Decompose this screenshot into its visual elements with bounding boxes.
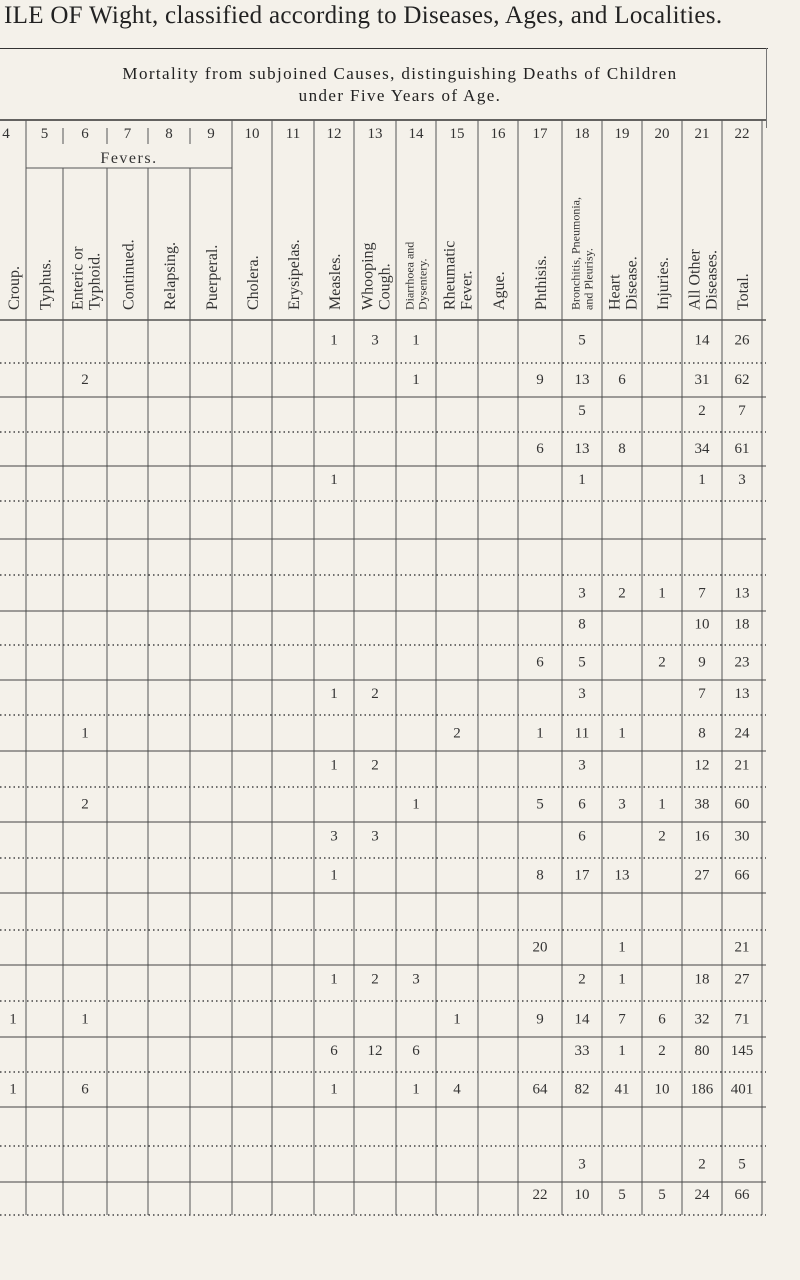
page-title: ILE OF Wight, classified according to Diseases, Ages, and Localities. (4, 2, 723, 29)
table-cell: 61 (734, 441, 750, 458)
table-cell: 17 (574, 867, 590, 884)
column-label: Phthisis. (533, 255, 550, 310)
column-label: Measles. (327, 253, 344, 310)
table-cell: 20 (532, 939, 548, 956)
table-cell: 32 (694, 1011, 710, 1028)
table-cell: 80 (694, 1043, 710, 1060)
column-number: 12 (326, 126, 342, 142)
column-label: Puerperal. (204, 244, 221, 310)
table-cell: 6 (578, 796, 586, 813)
table-cell: 1 (330, 1081, 338, 1098)
column-label: Relapsing. (162, 242, 179, 310)
table-cell: 66 (734, 1187, 750, 1204)
table-cell: 401 (730, 1081, 754, 1098)
column-label: Diseases. (703, 250, 721, 310)
column-number: 4 (2, 126, 10, 142)
table-cell: 26 (734, 332, 750, 349)
column-label: Disease. (623, 256, 641, 310)
table-cell: 18 (734, 616, 750, 633)
table-cell: 2 (618, 585, 626, 602)
table-cell: 5 (578, 332, 586, 349)
table-cell: 2 (698, 1156, 706, 1173)
table-cell: 60 (734, 796, 750, 813)
table-cell: 24 (694, 1187, 710, 1204)
table-cell: 3 (371, 828, 379, 845)
table-cell: 27 (694, 867, 710, 884)
table-cell: 13 (574, 372, 590, 389)
table-cell: 13 (574, 441, 590, 458)
table-cell: 22 (532, 1187, 548, 1204)
table-cell: 1 (618, 939, 626, 956)
column-number: 13 (367, 126, 383, 142)
table-cell: 12 (367, 1043, 383, 1060)
table-cell: 3 (578, 585, 586, 602)
table-cell: 8 (578, 616, 586, 633)
table-cell: 6 (81, 1081, 89, 1098)
table-cell: 3 (578, 1156, 586, 1173)
column-number: 16 (490, 126, 506, 142)
table-cell: 11 (574, 725, 590, 742)
table-cell: 2 (658, 1043, 666, 1060)
column-label: Typhoid. (86, 252, 104, 310)
column-number: 18 (574, 126, 590, 142)
table-cell: 3 (412, 971, 420, 988)
table-cell: 10 (574, 1187, 590, 1204)
table-cell: 7 (618, 1011, 626, 1028)
column-number: 21 (694, 126, 710, 142)
table-cell: 2 (371, 971, 379, 988)
table-cell: 5 (618, 1187, 626, 1204)
table-cell: 24 (734, 725, 750, 742)
table-cell: 2 (698, 403, 706, 420)
table-cell: 13 (614, 867, 630, 884)
table-cell: 31 (694, 372, 710, 389)
table-cell: 9 (536, 372, 544, 389)
table-cell: 1 (698, 472, 706, 489)
column-number: 9 (207, 126, 215, 142)
table-cell: 2 (371, 757, 379, 774)
table-cell: 1 (330, 686, 338, 703)
table-cell: 6 (536, 654, 544, 671)
table-cell: 1 (412, 796, 420, 813)
column-number: 7 (123, 126, 132, 142)
table-cell: 8 (698, 725, 706, 742)
column-label: Total. (735, 273, 752, 310)
table-cell: 1 (330, 332, 338, 349)
table-cell: 4 (453, 1081, 461, 1098)
column-label: Bronchitis, Pneumonia, (568, 197, 583, 310)
table-cell: 1 (412, 372, 420, 389)
column-label: Whooping (359, 242, 377, 310)
column-number: 6 (81, 126, 89, 142)
table-cell: 6 (578, 828, 586, 845)
table-cell: 21 (734, 939, 750, 956)
table-cell: 5 (578, 403, 586, 420)
table-cell: 2 (371, 686, 379, 703)
table-cell: 1 (412, 332, 420, 349)
table-cell: 18 (694, 971, 710, 988)
table-cell: 7 (738, 403, 746, 420)
column-label: Continued. (120, 239, 138, 310)
table-cell: 1 (9, 1011, 17, 1028)
table-cell: 186 (690, 1081, 714, 1098)
table-cell: 62 (734, 372, 750, 389)
table-cell: 3 (578, 757, 586, 774)
table-subtitle-continued: under Five Years of Age. (298, 86, 502, 105)
column-label: All Other (686, 249, 704, 310)
table-cell: 1 (412, 1081, 420, 1098)
table-cell: 2 (453, 725, 461, 742)
column-number: 20 (654, 126, 670, 142)
column-label: Injuries. (655, 257, 672, 310)
column-label: Cholera. (245, 255, 262, 310)
table-cell: 3 (330, 828, 338, 845)
table-cell: 33 (574, 1043, 590, 1060)
column-number: 11 (285, 126, 301, 142)
table-cell: 30 (734, 828, 750, 845)
table-cell: 71 (734, 1011, 750, 1028)
table-cell: 10 (694, 616, 710, 633)
column-number: 15 (449, 126, 465, 142)
table-cell: 1 (618, 971, 626, 988)
table-cell: 64 (532, 1081, 548, 1098)
column-label: Fever. (458, 270, 476, 310)
table-cell: 41 (614, 1081, 630, 1098)
table-cell: 6 (658, 1011, 666, 1028)
table-cell: 1 (330, 472, 338, 489)
table-cell: 2 (81, 372, 89, 389)
table-cell: 14 (574, 1011, 590, 1028)
table-cell: 1 (618, 725, 626, 742)
table-cell: 2 (658, 654, 666, 671)
fevers-group-header: Fevers. (100, 150, 158, 167)
table-cell: 1 (81, 725, 89, 742)
table-cell: 5 (738, 1156, 746, 1173)
table-cell: 7 (698, 585, 706, 602)
table-cell: 2 (578, 971, 586, 988)
table-cell: 3 (618, 796, 626, 813)
table-cell: 1 (330, 757, 338, 774)
table-cell: 3 (738, 472, 746, 489)
table-cell: 2 (658, 828, 666, 845)
column-label: Erysipelas. (286, 239, 303, 310)
table-cell: 8 (536, 867, 544, 884)
table-cell: 27 (734, 971, 750, 988)
column-number: 8 (165, 126, 173, 142)
table-cell: 6 (618, 372, 626, 389)
column-label: Typhus. (37, 259, 55, 310)
table-cell: 1 (618, 1043, 626, 1060)
table-cell: 8 (618, 441, 626, 458)
table-cell: 21 (734, 757, 750, 774)
table-cell: 13 (734, 686, 750, 703)
table-cell: 6 (412, 1043, 420, 1060)
table-cell: 3 (578, 686, 586, 703)
table-cell: 6 (536, 441, 544, 458)
table-cell: 1 (658, 796, 666, 813)
column-number: 17 (532, 126, 548, 142)
table-cell: 12 (694, 757, 710, 774)
table-cell: 23 (734, 654, 750, 671)
column-label: Ague. (491, 271, 508, 310)
table-subtitle: Mortality from subjoined Causes, distinguishing Deaths of Children (122, 64, 678, 83)
table-header (2, 126, 752, 310)
column-number: 14 (408, 126, 424, 142)
table-cell: 16 (694, 828, 710, 845)
table-cell: 1 (81, 1011, 89, 1028)
column-number: 5 (40, 126, 49, 142)
table-cell: 10 (654, 1081, 670, 1098)
column-number: 10 (244, 126, 260, 142)
column-number: 19 (614, 126, 630, 142)
column-label: Croup. (6, 266, 23, 310)
table-cell: 9 (698, 654, 706, 671)
table-cell: 38 (694, 796, 710, 813)
table-cell: 14 (694, 332, 710, 349)
table-cell: 13 (734, 585, 750, 602)
column-number: 22 (734, 126, 750, 142)
column-label: Dysentery. (415, 258, 430, 310)
table-cell: 7 (698, 686, 706, 703)
table-cell: 1 (658, 585, 666, 602)
table-cell: 66 (734, 867, 750, 884)
column-label: Heart (606, 274, 624, 310)
column-label: and Pleurisy. (581, 248, 596, 310)
table-cell: 1 (578, 472, 586, 489)
column-label: Enteric or (69, 246, 87, 310)
table-cell: 145 (730, 1043, 754, 1060)
table-cell: 82 (574, 1081, 590, 1098)
table-cell: 6 (330, 1043, 338, 1060)
column-label: Diarrhoea and (402, 241, 417, 310)
table-cell: 34 (694, 441, 710, 458)
table-cell: 5 (658, 1187, 666, 1204)
table-cell: 1 (453, 1011, 461, 1028)
table-cell: 1 (9, 1081, 17, 1098)
table-cell: 5 (578, 654, 586, 671)
table-cell: 3 (371, 332, 379, 349)
table-cell: 1 (330, 971, 338, 988)
column-label: Rheumatic (441, 240, 459, 310)
table-cell: 9 (536, 1011, 544, 1028)
table-cell: 2 (81, 796, 89, 813)
table-cell: 1 (536, 725, 544, 742)
table-cell: 1 (330, 867, 338, 884)
table-cell: 5 (536, 796, 544, 813)
column-label: Cough. (376, 263, 394, 310)
